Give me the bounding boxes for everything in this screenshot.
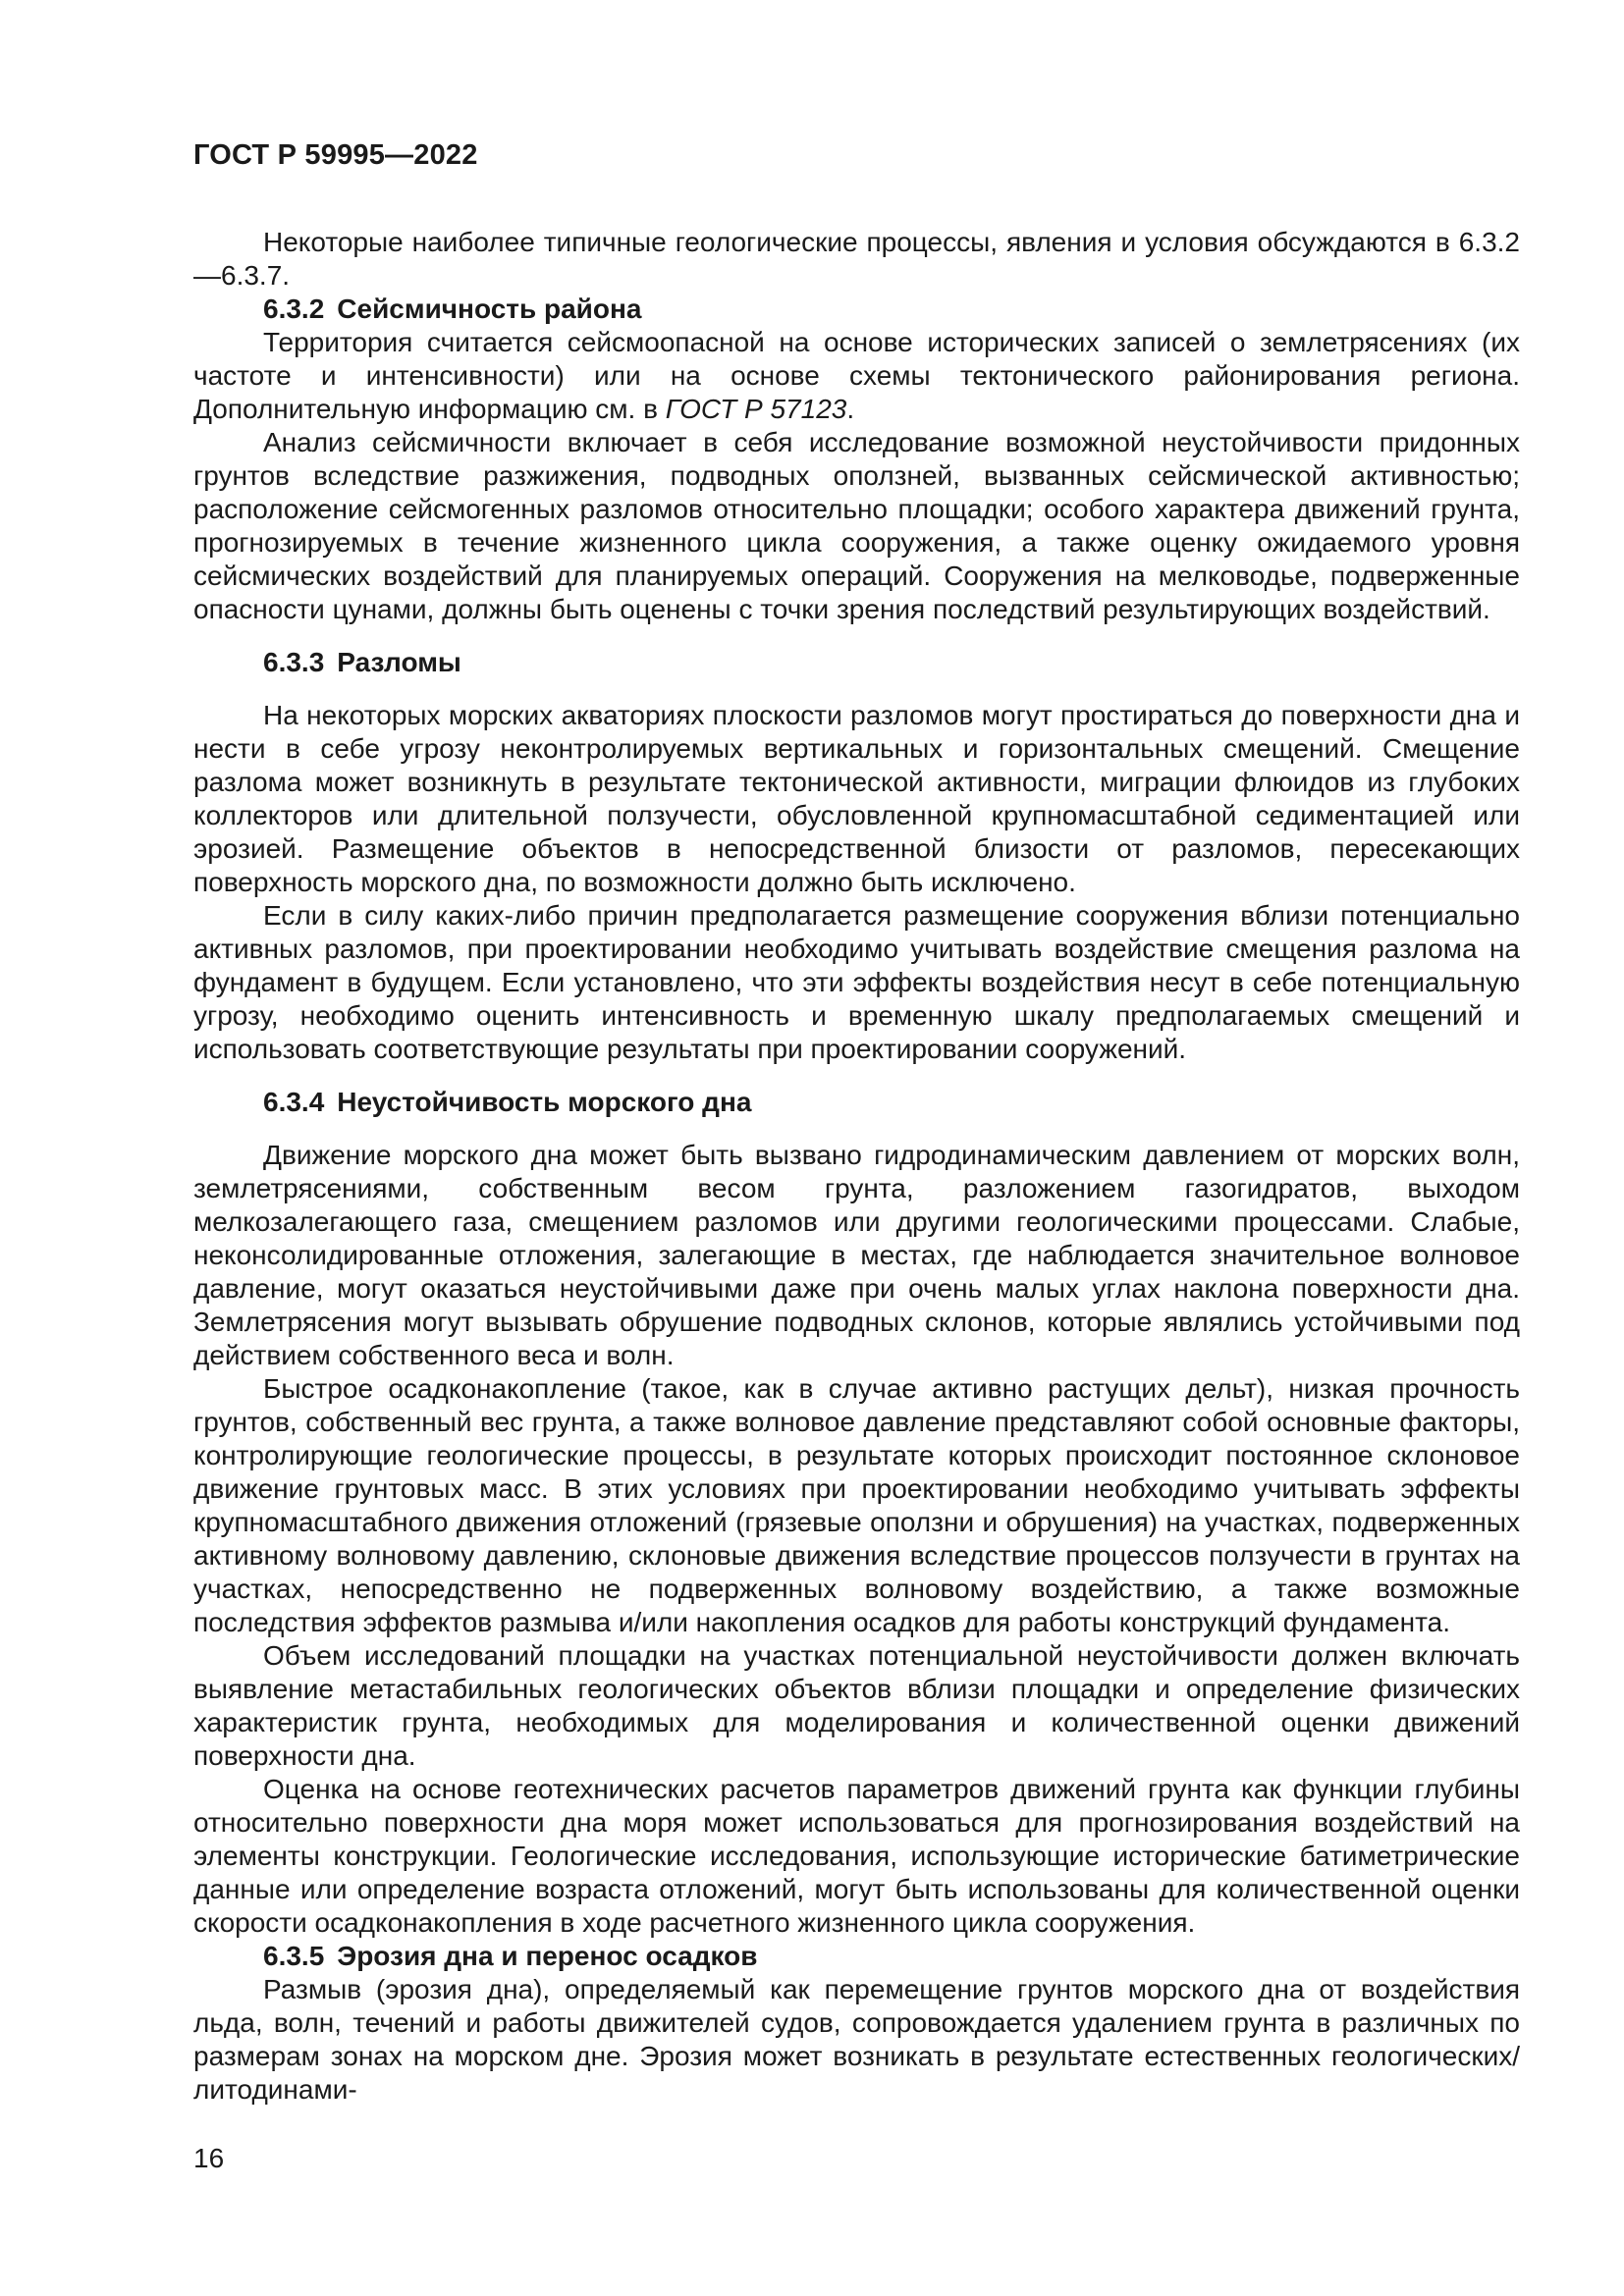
paragraph: [193, 326, 1520, 426]
section-heading-6-3-3: [193, 646, 1520, 679]
page-number: 16: [193, 2143, 225, 2173]
section-heading-6-3-2: [193, 293, 1520, 326]
section-title: Разломы: [337, 647, 461, 677]
paragraph: Объем исследований площадки на участках потенциальной неустойчивости должен включать выявление метастабильных геологических объектов вблизи площадки и определение физических характеристик грунта, необходимых для моделирования и количественной оценки движений поверхности дна.: [193, 1640, 1520, 1771]
paragraph: Движение морского дна может быть вызвано гидродинамическим давлением от морских волн, землетрясениями, собственным весом грунта, разложением газогидратов, выходом мелкозалегающего газа, смещением разломов или другими геологическими процессами. Слабые, неконсолидированные отложения, залегающие в местах, где наблюдается значительное волновое давление, могут оказаться неустойчивыми даже при очень малых углах наклона поверхности дна. Землетрясения могут вызывать обрушение подводных склонов, которые являлись устойчивыми под действием собственного веса и волн.: [193, 1140, 1520, 1370]
paragraph: На некоторых морских акваториях плоскости разломов могут простираться до поверхности дна и нести в себе угрозу неконтролируемых вертикальных и горизонтальных смещений. Смещение разлома может возникнуть в результате тектонической активности, миграции флюидов из глубоких коллекторов или длительной ползучести, обусловленной крупномасштабной седиментацией или эрозией. Размещение объектов в непосредственной близости от разломов, пересекающих поверхность морского дна, по возможности должно быть исключено.: [193, 700, 1520, 897]
paragraph: Оценка на основе геотехнических расчетов параметров движений грунта как функции глубины относительно поверхности дна моря может использоваться для прогнозирования воздействий на элементы конструкции. Геологические исследования, использующие исторические батиметрические данные или определение возраста отложений, могут быть использованы для количественной оценки скорости осадконакопления в ходе расчетного жизненного цикла сооружения.: [193, 1774, 1520, 1938]
paragraph: Размыв (эрозия дна), определяемый как перемещение грунтов морского дна от воздействия льда, волн, течений и работы движителей судов, сопровождается удалением грунта в различных по размерам зонах на морском дне. Эрозия может возникать в результате естественных геологических/литодинами-: [193, 1974, 1520, 2105]
section-number: 6.3.5: [263, 1941, 325, 1971]
paragraph-text: Территория считается сейсмоопасной на основе исторических записей о землетрясениях (их частоте и интенсивности) или на основе схемы тектонического районирования региона. Дополнительную информацию см. в: [193, 327, 1520, 424]
paragraph: Если в силу каких-либо причин предполагается размещение сооружения вблизи потенциально активных разломов, при проектировании необходимо учитывать воздействие смещения разлома на фундамент в будущем. Если установлено, что эти эффекты воздействия несут в себе потенциальную угрозу, необходимо оценить интенсивность и временную шкалу предполагаемых смещений и использовать соответствующие результаты при проектировании сооружений.: [193, 900, 1520, 1064]
section-title: Неустойчивость морского дна: [337, 1087, 752, 1117]
section-number: 6.3.2: [263, 294, 325, 324]
paragraph: Анализ сейсмичности включает в себя исследование возможной неустойчивости придонных грунтов вследствие разжижения, подводных оползней, вызванных сейсмической активностью; расположение сейсмогенных разломов относительно площадки; особого характера движений грунта, прогнозируемых в течение жизненного цикла сооружения, а также оценку ожидаемого уровня сейсмических воздействий для планируемых операций. Сооружения на мелководье, подверженные опасности цунами, должны быть оценены с точки зрения последствий результирующих воздействий.: [193, 427, 1520, 624]
section-title: Сейсмичность района: [337, 294, 642, 324]
section-title: Эрозия дна и перенос осадков: [337, 1941, 758, 1971]
paragraph: Некоторые наиболее типичные геологические процессы, явления и условия обсуждаются в 6.3.2—6.3.7.: [193, 227, 1520, 291]
running-header: ГОСТ Р 59995—2022: [193, 139, 478, 171]
section-number: 6.3.4: [263, 1087, 325, 1117]
paragraph: Быстрое осадконакопление (такое, как в случае активно растущих дельт), низкая прочность грунтов, собственный вес грунта, а также волновое давление представляют собой основные факторы, контролирующие геологические процессы, в результате которых происходит постоянное склоновое движение грунтовых масс. В этих условиях при проектировании необходимо учитывать эффекты крупномасштабного движения отложений (грязевые оползни и обрушения) на участках, подверженных активному волновому давлению, склоновые движения вследствие процессов ползучести в грунтах на участках, непосредственно не подверженных волновому воздействию, а также возможные последствия эффектов размыва и/или накопления осадков для работы конструкций фундамента.: [193, 1373, 1520, 1637]
standard-reference: ГОСТ Р 57123: [665, 394, 847, 424]
section-heading-6-3-5: [193, 1940, 1520, 1973]
paragraph-text: .: [846, 394, 855, 424]
document-body: [193, 226, 1520, 2175]
section-number: 6.3.3: [263, 647, 325, 677]
section-heading-6-3-4: [193, 1086, 1520, 1119]
